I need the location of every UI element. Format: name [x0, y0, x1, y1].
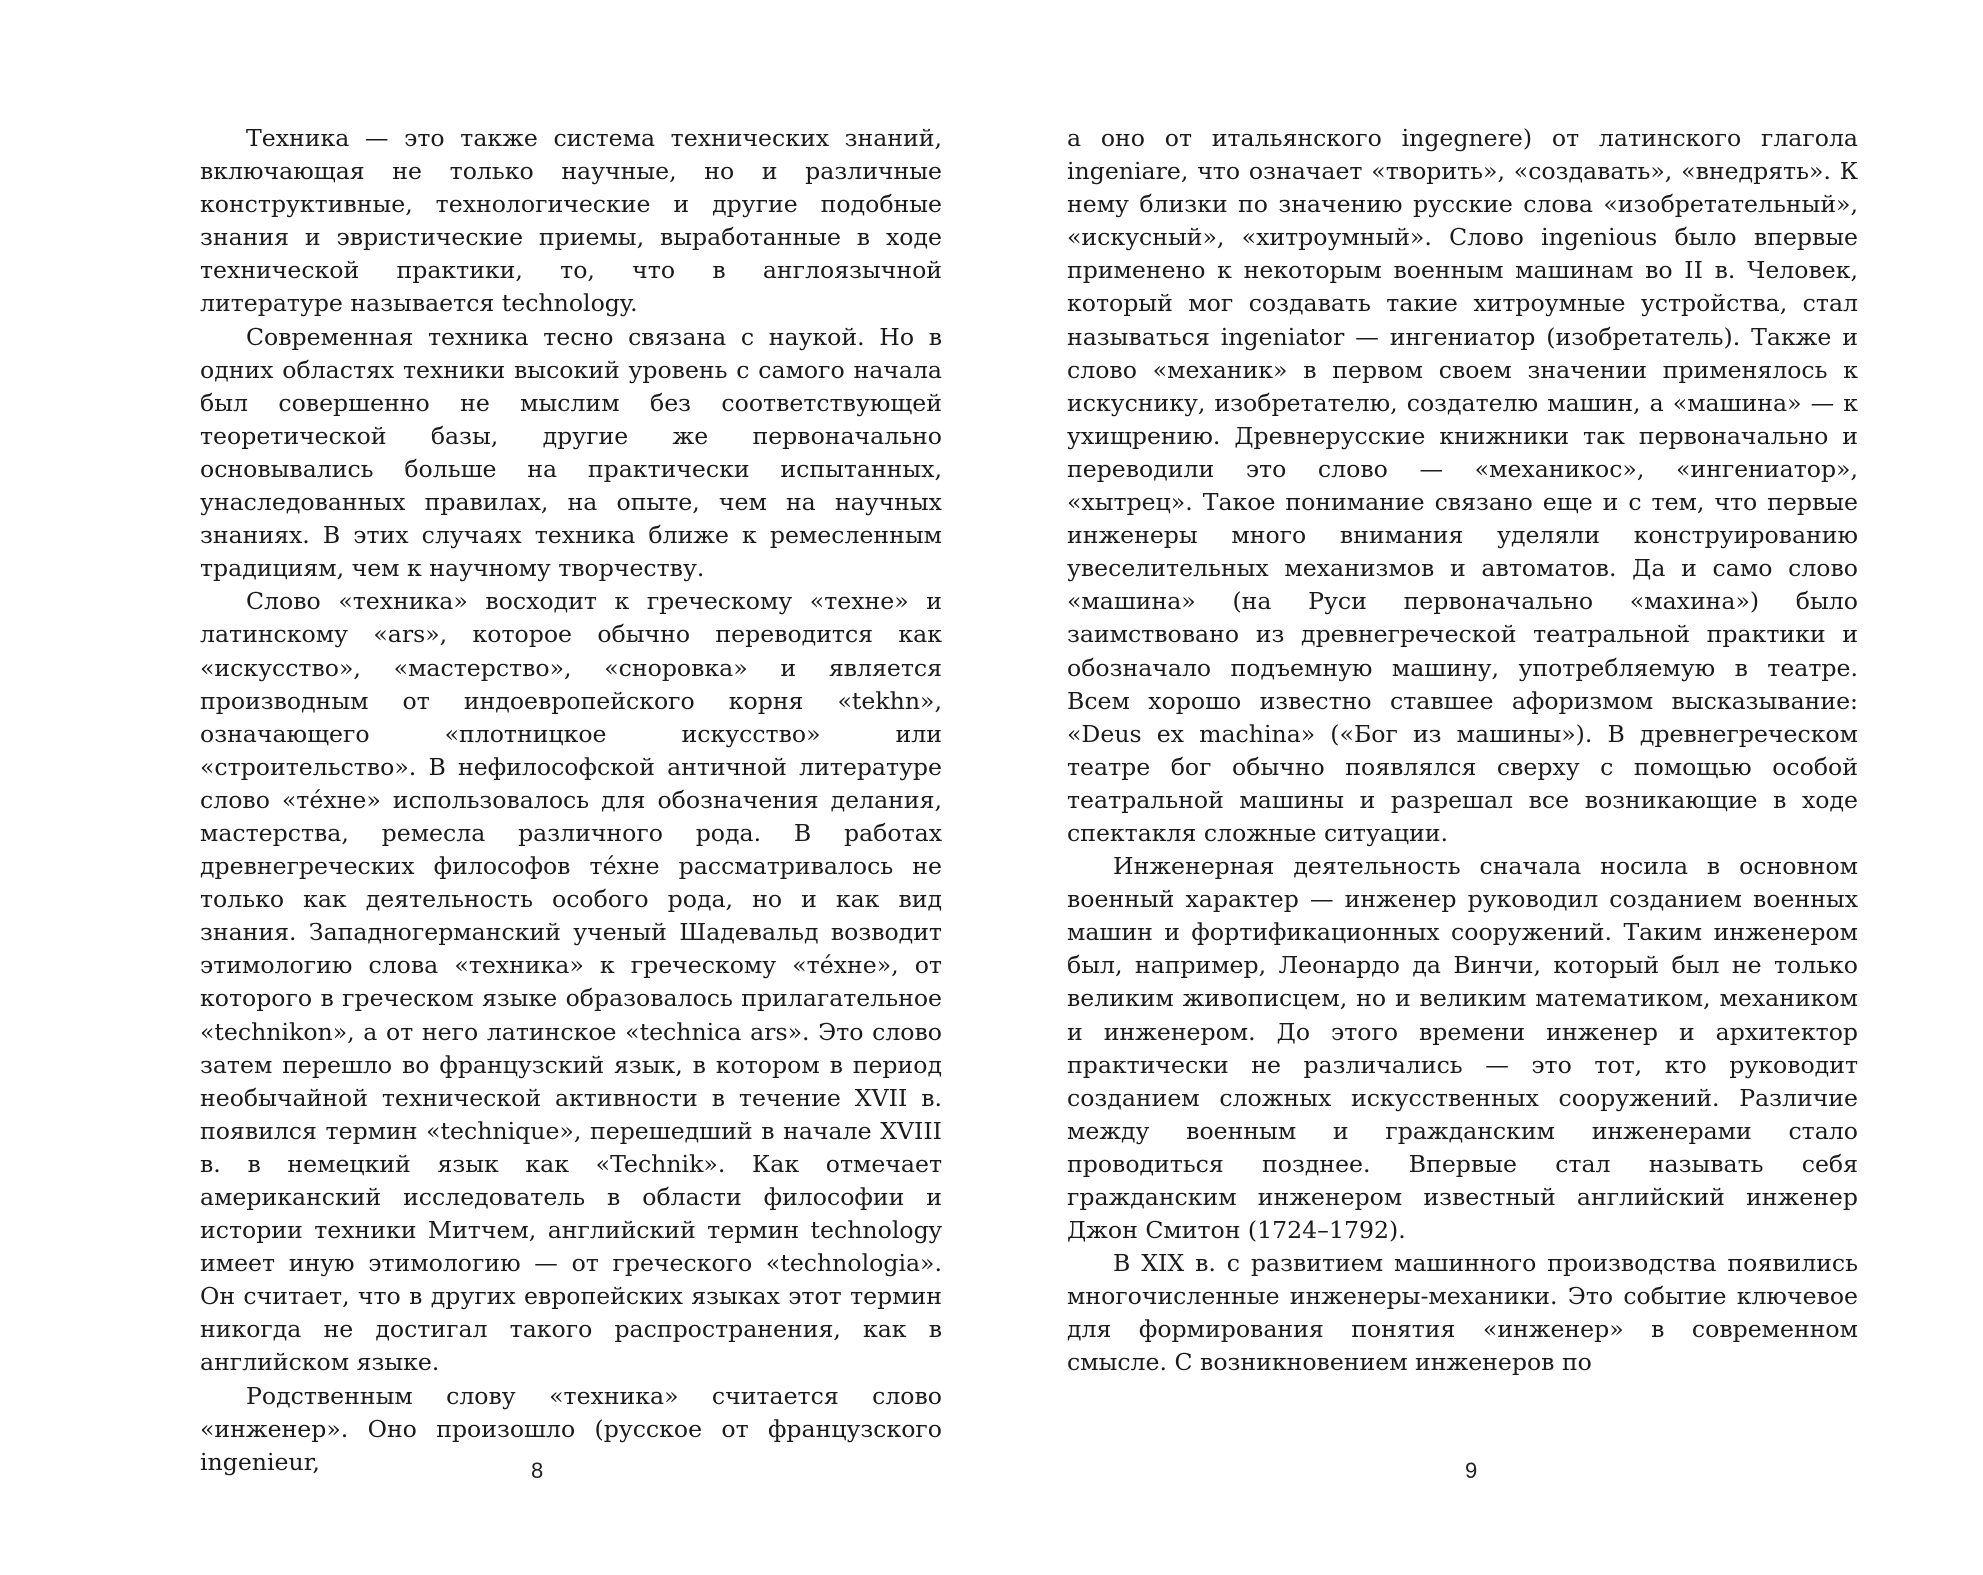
paragraph: Техника — это также система технических знаний, включающая не только научные, но и различные конструктивные, технологические и другие подобные знания и эвристические приемы, выработанные в ходе технической практики, то, что в англоязычной литературе называется technology. — [200, 124, 942, 318]
left-page — [0, 0, 991, 1575]
page-number-left: 8 — [531, 1458, 544, 1483]
paragraph: Родственным слову «техника» считается слово «инженер». Оно произошло (русское от французского ingenieur, — [200, 1381, 942, 1476]
page-number-right: 9 — [1465, 1458, 1478, 1483]
paragraph: Инженерная деятельность сначала носила в основном военный характер — инженер руководил созданием военных машин и фортификационных сооружений. Таким инженером был, например, Леонардо да Винчи, который был не только великим живописцем, но и великим математиком, механиком и инженером. До этого времени инженер и архитектор практически не различались — это тот, кто руководит созданием сложных искусственных сооружений. Различие между военным и гражданским инженерами стало проводиться позднее. Впервые стал называть себя гражданским инженером известный английский инженер Джон Смитон (1724–1792). — [1067, 852, 1858, 1245]
paragraph: Современная техника тесно связана с наукой. Но в одних областях техники высокий уровень с самого начала был совершенно не мыслим без соответствующей теоретической базы, другие же первоначально основывались больше на практически испытанных, унаследованных правилах, на опыте, чем на научных знаниях. В этих случаях техника ближе к ремесленным традициям, чем к научному творчеству. — [200, 322, 942, 583]
paragraph: а оно от итальянского ingegnere) от латинского глагола ingeniare, что означает «творить», «создавать», «внедрять». К нему близки по значению русские слова «изобретательный», «искусный», «хитроумный». Слово ingenious было впервые применено к некоторым военным машинам во II в. Человек, который мог создавать такие хитроумные устройства, стал называться ingeniator — ингениатор (изобретатель). Также и слово «механик» в первом своем значении применялось к искуснику, изобретателю, создателю машин, а «машина» — к ухищрению. Древнерусские книжники так первоначально и переводили это слово — «механикос», «ингениатор», «хытрец». Такое понимание связано еще и с тем, что первые инженеры много внимания уделяли конструированию увеселительных механизмов и автоматов. Да и само слово «машина» (на Руси первоначально «махина») было заимствовано из древнегреческой театральной практики и обозначало подъемную машину, употребляемую в театре. Всем хорошо известно ставшее афоризмом высказывание: «Deus ex machina» («Бог из машины»). В древнегреческом театре бог обычно появлялся сверху с помощью особой театральной машины и разрешал все возникающие в ходе спектакля сложные ситуации. — [1067, 124, 1858, 847]
right-page-text — [1067, 122, 1858, 1380]
left-page-text — [200, 122, 942, 1479]
paragraph: В XIX в. с развитием машинного производства появились многочисленные инженеры-механики. Это событие ключевое для формирования понятия «инженер» в современном смысле. С возникновением инженеров по — [1067, 1249, 1858, 1377]
paragraph: Слово «техника» восходит к греческому «техне» и латинскому «ars», которое обычно переводится как «искусство», «мастерство», «сноровка» и является производным от индоевропейского корня «tekhn», означающего «плотницкое искусство» или «строительство». В нефилософской античной литературе слово «тéхне» использовалось для обозначения делания, мастерства, ремесла различного рода. В работах древнегреческих философов тéхне рассматривалось не только как деятельность особого рода, но и как вид знания. Западногерманский ученый Шадевальд возводит этимологию слова «техника» к греческому «тéхне», от которого в греческом языке образовалось прилагательное «technikon», а от него латинское «technica ars». Это слово затем перешло во французский язык, в котором в период необычайной технической активности в течение XVII в. появился термин «technique», перешедший в начале XVIII в. в немецкий язык как «Technik». Как отмечает американский исследователь в области философии и истории техники Митчем, английский термин technology имеет иную этимологию — от греческого «technologia». Он считает, что в других европейских языках этот термин никогда не достигал такого распространения, как в английском языке. — [200, 587, 942, 1377]
